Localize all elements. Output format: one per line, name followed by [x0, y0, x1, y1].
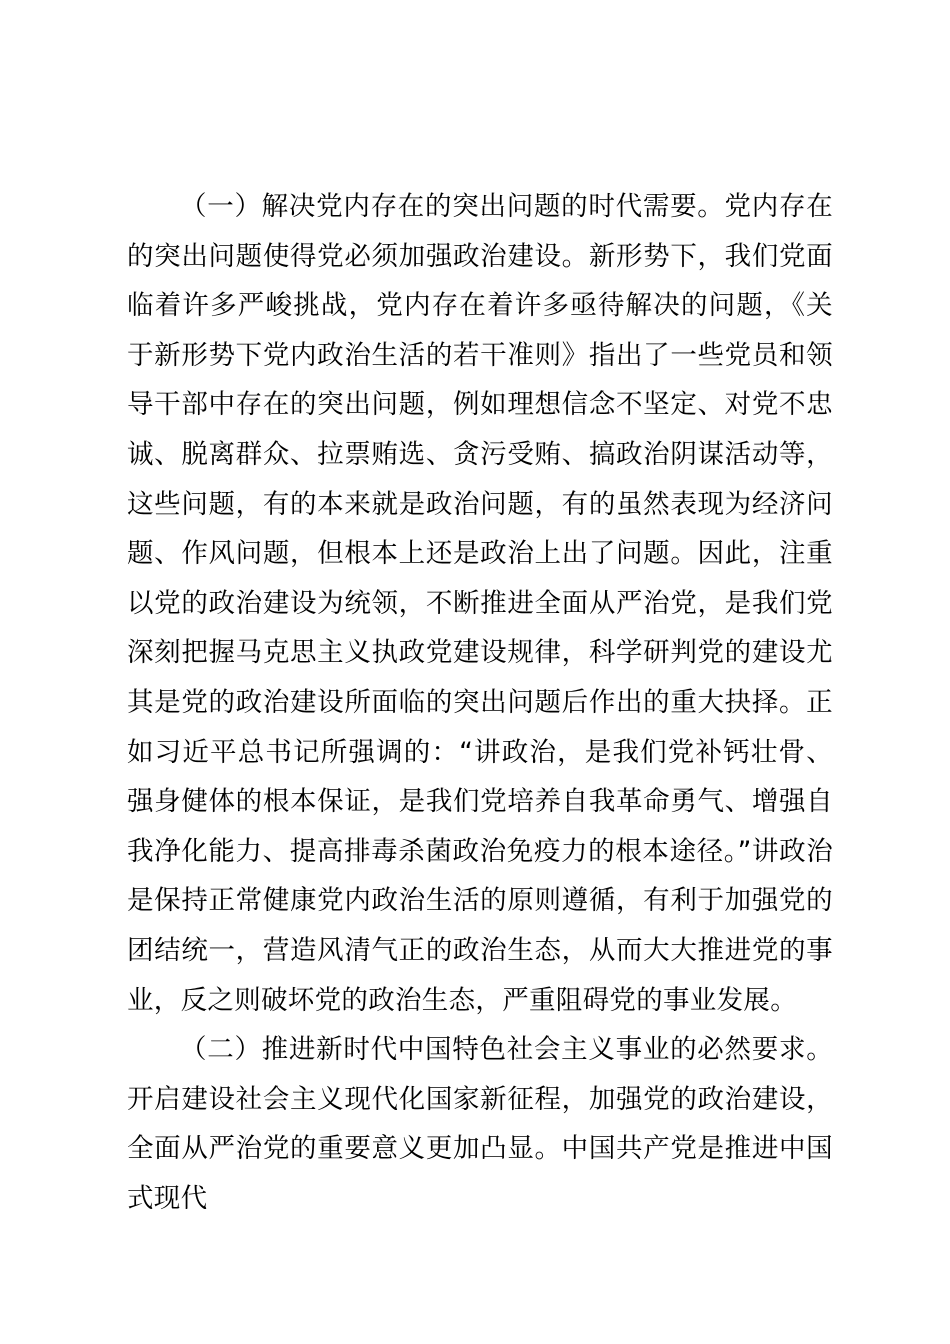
- paragraph-2: （二）推进新时代中国特色社会主义事业的必然要求。开启建设社会主义现代化国家新征程，加强党的政治建设，全面从严治党的重要意义更加凸显。中国共产党是推进中国式现代: [127, 1034, 833, 1214]
- document-body: [127, 182, 833, 1223]
- paragraph-1: （一）解决党内存在的突出问题的时代需要。党内存在的突出问题使得党必须加强政治建设。新形势下，我们党面临着许多严峻挑战，党内存在着许多亟待解决的问题，《关于新形势下党内政治生活的若干准则》指出了一些党员和领导干部中存在的突出问题，例如理想信念不坚定、对党不忠诚、脱离群众、拉票贿选、贪污受贿、搞政治阴谋活动等，这些问题，有的本来就是政治问题，有的虽然表现为经济问题、作风问题，但根本上还是政治上出了问题。因此，注重以党的政治建设为统领，不断推进全面从严治党，是我们党深刻把握马克思主义执政党建设规律，科学研判党的建设尤其是党的政治建设所面临的突出问题后作出的重大抉择。正如习近平总书记所强调的：“讲政治，是我们党补钙壮骨、强身健体的根本保证，是我们党培养自我革命勇气、增强自我净化能力、提高排毒杀菌政治免疫力的根本途径。”讲政治是保持正常健康党内政治生活的原则遵循，有利于加强党的团结统一，营造风清气正的政治生态，从而大大推进党的事业，反之则破坏党的政治生态，严重阻碍党的事业发展。: [127, 191, 833, 1016]
